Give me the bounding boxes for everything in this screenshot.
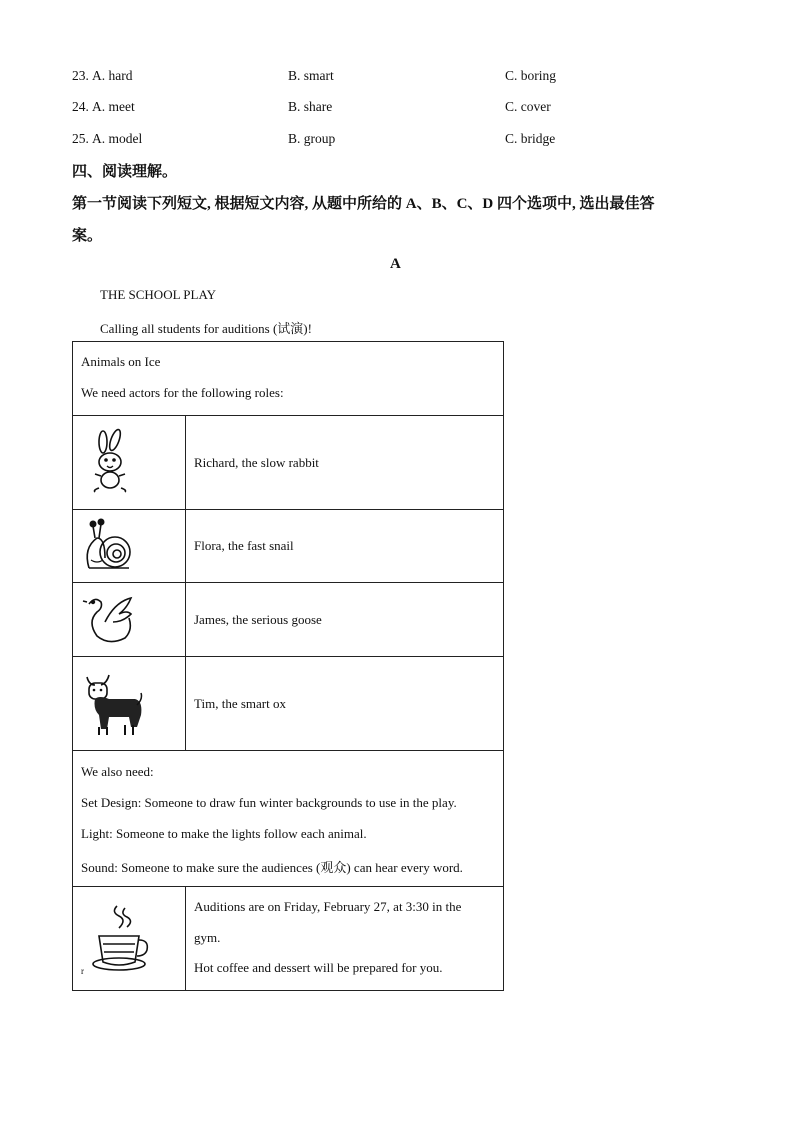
also-need-label: We also need: — [81, 764, 154, 779]
role-picture-cell — [73, 510, 186, 583]
role-row — [73, 510, 504, 583]
role-picture-cell — [73, 583, 186, 657]
instruction-line-2: 案。 — [72, 228, 103, 244]
role-text-cell — [186, 657, 504, 751]
option-a: A. model — [92, 131, 143, 146]
also-need-row — [73, 751, 504, 887]
flyer-header-cell — [73, 342, 504, 416]
role-text: Richard, the slow rabbit — [194, 454, 319, 470]
set-design-text: Set Design: Someone to draw fun winter backgrounds to use in the play. — [81, 795, 457, 810]
roles-intro: We need actors for the following roles: — [81, 385, 284, 400]
coffee-picture-cell — [73, 887, 186, 991]
play-name: Animals on Ice — [81, 354, 161, 369]
passage-letter: A — [390, 256, 401, 272]
instruction-line-1: 第一节阅读下列短文, 根据短文内容, 从题中所给的 A、B、C、D 四个选项中, 选出最佳答 — [72, 196, 655, 212]
audition-line-2: gym. — [194, 930, 221, 945]
goose-icon — [73, 592, 185, 648]
ox-icon — [73, 669, 185, 739]
question-number: 25. — [72, 131, 89, 146]
rabbit-icon — [73, 428, 185, 498]
role-text-cell — [186, 416, 504, 510]
role-text-cell — [186, 510, 504, 583]
option-a: A. hard — [92, 68, 133, 83]
also-need-cell — [73, 751, 504, 887]
role-text-cell — [186, 583, 504, 657]
snail-icon — [73, 516, 185, 576]
flyer-header-row — [73, 342, 504, 416]
option-a: A. meet — [92, 99, 135, 114]
question-number: 23. — [72, 68, 89, 83]
role-picture-cell — [73, 657, 186, 751]
role-row — [73, 416, 504, 510]
sound-text: Sound: Someone to make sure the audiences (观众) can hear every word. — [81, 860, 463, 875]
audition-line-1: Auditions are on Friday, February 27, at 3:30 in the — [194, 899, 462, 914]
cup-mark: r — [81, 966, 84, 976]
option-c: C. bridge — [505, 131, 556, 146]
role-picture-cell — [73, 416, 186, 510]
passage-intro: Calling all students for auditions (试演)! — [100, 321, 312, 336]
audition-row — [73, 887, 504, 991]
option-b: B. share — [288, 99, 333, 114]
audition-line-3: Hot coffee and dessert will be prepared for you. — [194, 960, 443, 975]
audition-text-cell — [186, 887, 504, 991]
passage-title: THE SCHOOL PLAY — [100, 287, 217, 302]
role-text: James, the serious goose — [194, 611, 322, 627]
section-heading: 四、阅读理解。 — [72, 164, 178, 180]
role-row — [73, 657, 504, 751]
role-text: Tim, the smart ox — [194, 695, 286, 711]
coffee-cup-icon — [73, 902, 185, 976]
role-row — [73, 583, 504, 657]
option-b: B. group — [288, 131, 336, 146]
option-b: B. smart — [288, 68, 334, 83]
question-number: 24. — [72, 99, 89, 114]
role-text: Flora, the fast snail — [194, 538, 294, 553]
option-c: C. boring — [505, 68, 557, 83]
option-c: C. cover — [505, 99, 551, 114]
light-text: Light: Someone to make the lights follow each animal. — [81, 826, 367, 841]
flyer-table — [72, 341, 504, 991]
